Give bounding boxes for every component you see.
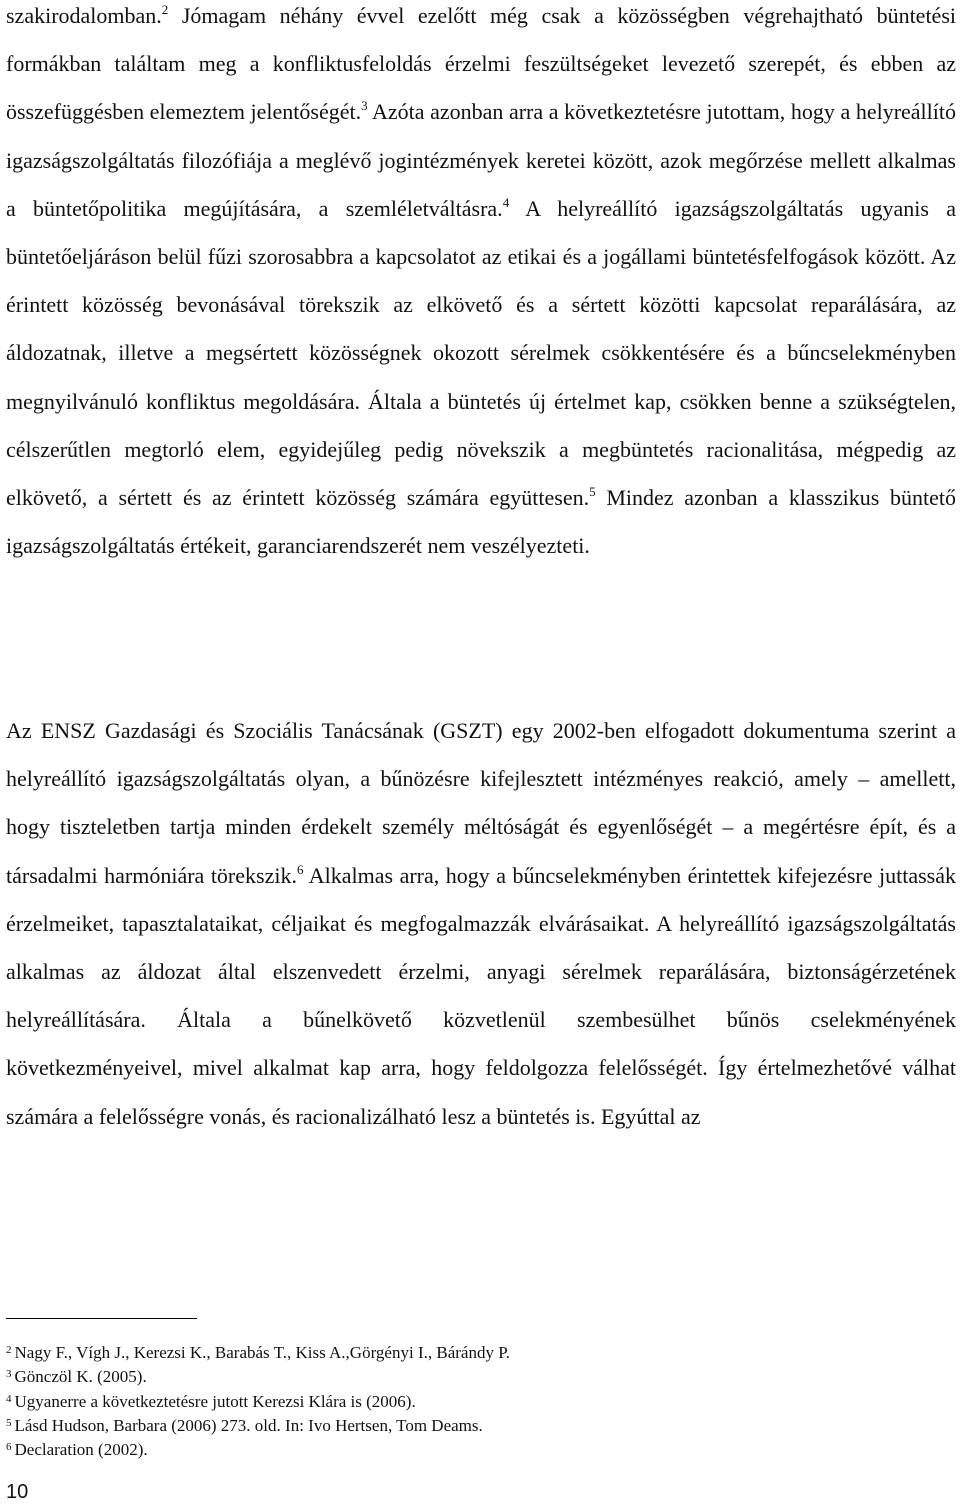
page-number: 10: [6, 1481, 29, 1503]
footnote-ref-4[interactable]: 4: [502, 194, 510, 210]
footnote-separator: [6, 1318, 197, 1319]
paragraph-text: Jómagam néhány évvel ezelőtt még csak a közösségben végrehajtható büntetési formákban találtam meg a konfliktusfeloldás érzelmi feszültségeket levezető szerepét, és ebben az összefüggésben elemeztem jelentőségét.: [6, 3, 956, 125]
footnote-3: [6, 1365, 956, 1389]
paragraph-text: szakirodalomban.: [6, 3, 162, 28]
paragraph-text: Azóta azonban arra a következtetésre jutottam, hogy a helyreállító igazságszolgáltatás filozófiája a meglévő jogintézmények keretei között, azok megőrzése mellett alkalmas a büntetőpolitika megújítására, a szemléletváltásra.: [6, 99, 957, 221]
footnote-ref-2[interactable]: 2: [161, 2, 169, 17]
body-paragraph-2: [6, 707, 956, 1141]
footnote-number: 5: [6, 1416, 12, 1429]
footnote-5: [6, 1414, 956, 1438]
footnote-6: [6, 1438, 956, 1462]
paragraph-text: A helyreállító igazságszolgáltatás ugyanis a büntetőeljáráson belül fűzi szorosabbra a kapcsolatot az etikai és a jogállami büntetésfelfogások között. Az érintett közösség bevonásával törekszik az elkövető és a sértett közötti kapcsolat reparálására, az áldozatnak, illetve a megsértett közösségnek okozott sérelmek csökkentésére és a bűncselekményben megnyilvánuló konfliktus megoldására. Általa a büntetés új értelmet kap, csökken benne a szükségtelen, célszerűtlen megtorló elem, egyidejűleg pedig növekszik a megbüntetés racionalitása, mégpedig az elkövető, a sértett és az érintett közösség számára együttesen.: [6, 195, 956, 511]
paragraph-text: Alkalmas arra, hogy a bűncselekményben érintettek kifejezésre juttassák érzelmeiket, tapasztalataikat, céljaikat és megfogalmazzák elvárásaikat. A helyreállító igazságszolgáltatás alkalmas az áldozat által elszenvedett érzelmi, anyagi sérelmek reparálására, biztonságérzetének helyreállítására. Általa a bűnelkövető közvetlenül szembesülhet bűnös cselekményének következményeivel, mivel alkalmat kap arra, hogy feldolgozza felelősségét. Így értelmezhetővé válhat számára a felelősségre vonás, és racionalizálható lesz a büntetés is. Egyúttal az: [6, 862, 956, 1129]
paragraph-text: Mindez azonban a klasszikus büntető igazságszolgáltatás értékeit, garanciarendszerét nem veszélyezteti.: [6, 485, 956, 559]
footnote-4: [6, 1390, 956, 1414]
footnote-text: Lásd Hudson, Barbara (2006) 273. old. In: Ivo Hertsen, Tom Deams.: [14, 1415, 483, 1435]
footnote-ref-3[interactable]: 3: [361, 98, 368, 114]
footnote-ref-5[interactable]: 5: [589, 484, 596, 500]
footnote-number: 2: [6, 1344, 12, 1356]
footnote-text: Gönczöl K. (2005).: [14, 1367, 147, 1387]
footnotes: [6, 1341, 956, 1462]
body-paragraph-1: [6, 0, 956, 570]
footnote-text: Ugyanerre a következtetésre jutott Kerezsi Klára is (2006).: [14, 1391, 416, 1411]
paragraph-text: Az ENSZ Gazdasági és Szociális Tanácsának (GSZT) egy 2002-ben elfogadott dokumentuma szerint a helyreállító igazságszolgáltatás olyan, a bűnözésre kifejlesztett intézményes reakció, amely – amellett, hogy tiszteletben tartja minden érdekelt személy méltóságát és egyenlőségét – a megértésre épít, és a társadalmi harmóniára törekszik.: [6, 718, 956, 888]
footnote-ref-6[interactable]: 6: [296, 861, 304, 877]
footnote-2: [6, 1341, 956, 1365]
footnote-number: 3: [6, 1368, 12, 1381]
footnote-number: 4: [6, 1392, 12, 1405]
footnote-number: 6: [6, 1441, 12, 1454]
footnote-text: Nagy F., Vígh J., Kerezsi K., Barabás T., Kiss A.,Görgényi I., Bárándy P.: [14, 1343, 511, 1362]
footnote-text: Declaration (2002).: [14, 1440, 148, 1460]
